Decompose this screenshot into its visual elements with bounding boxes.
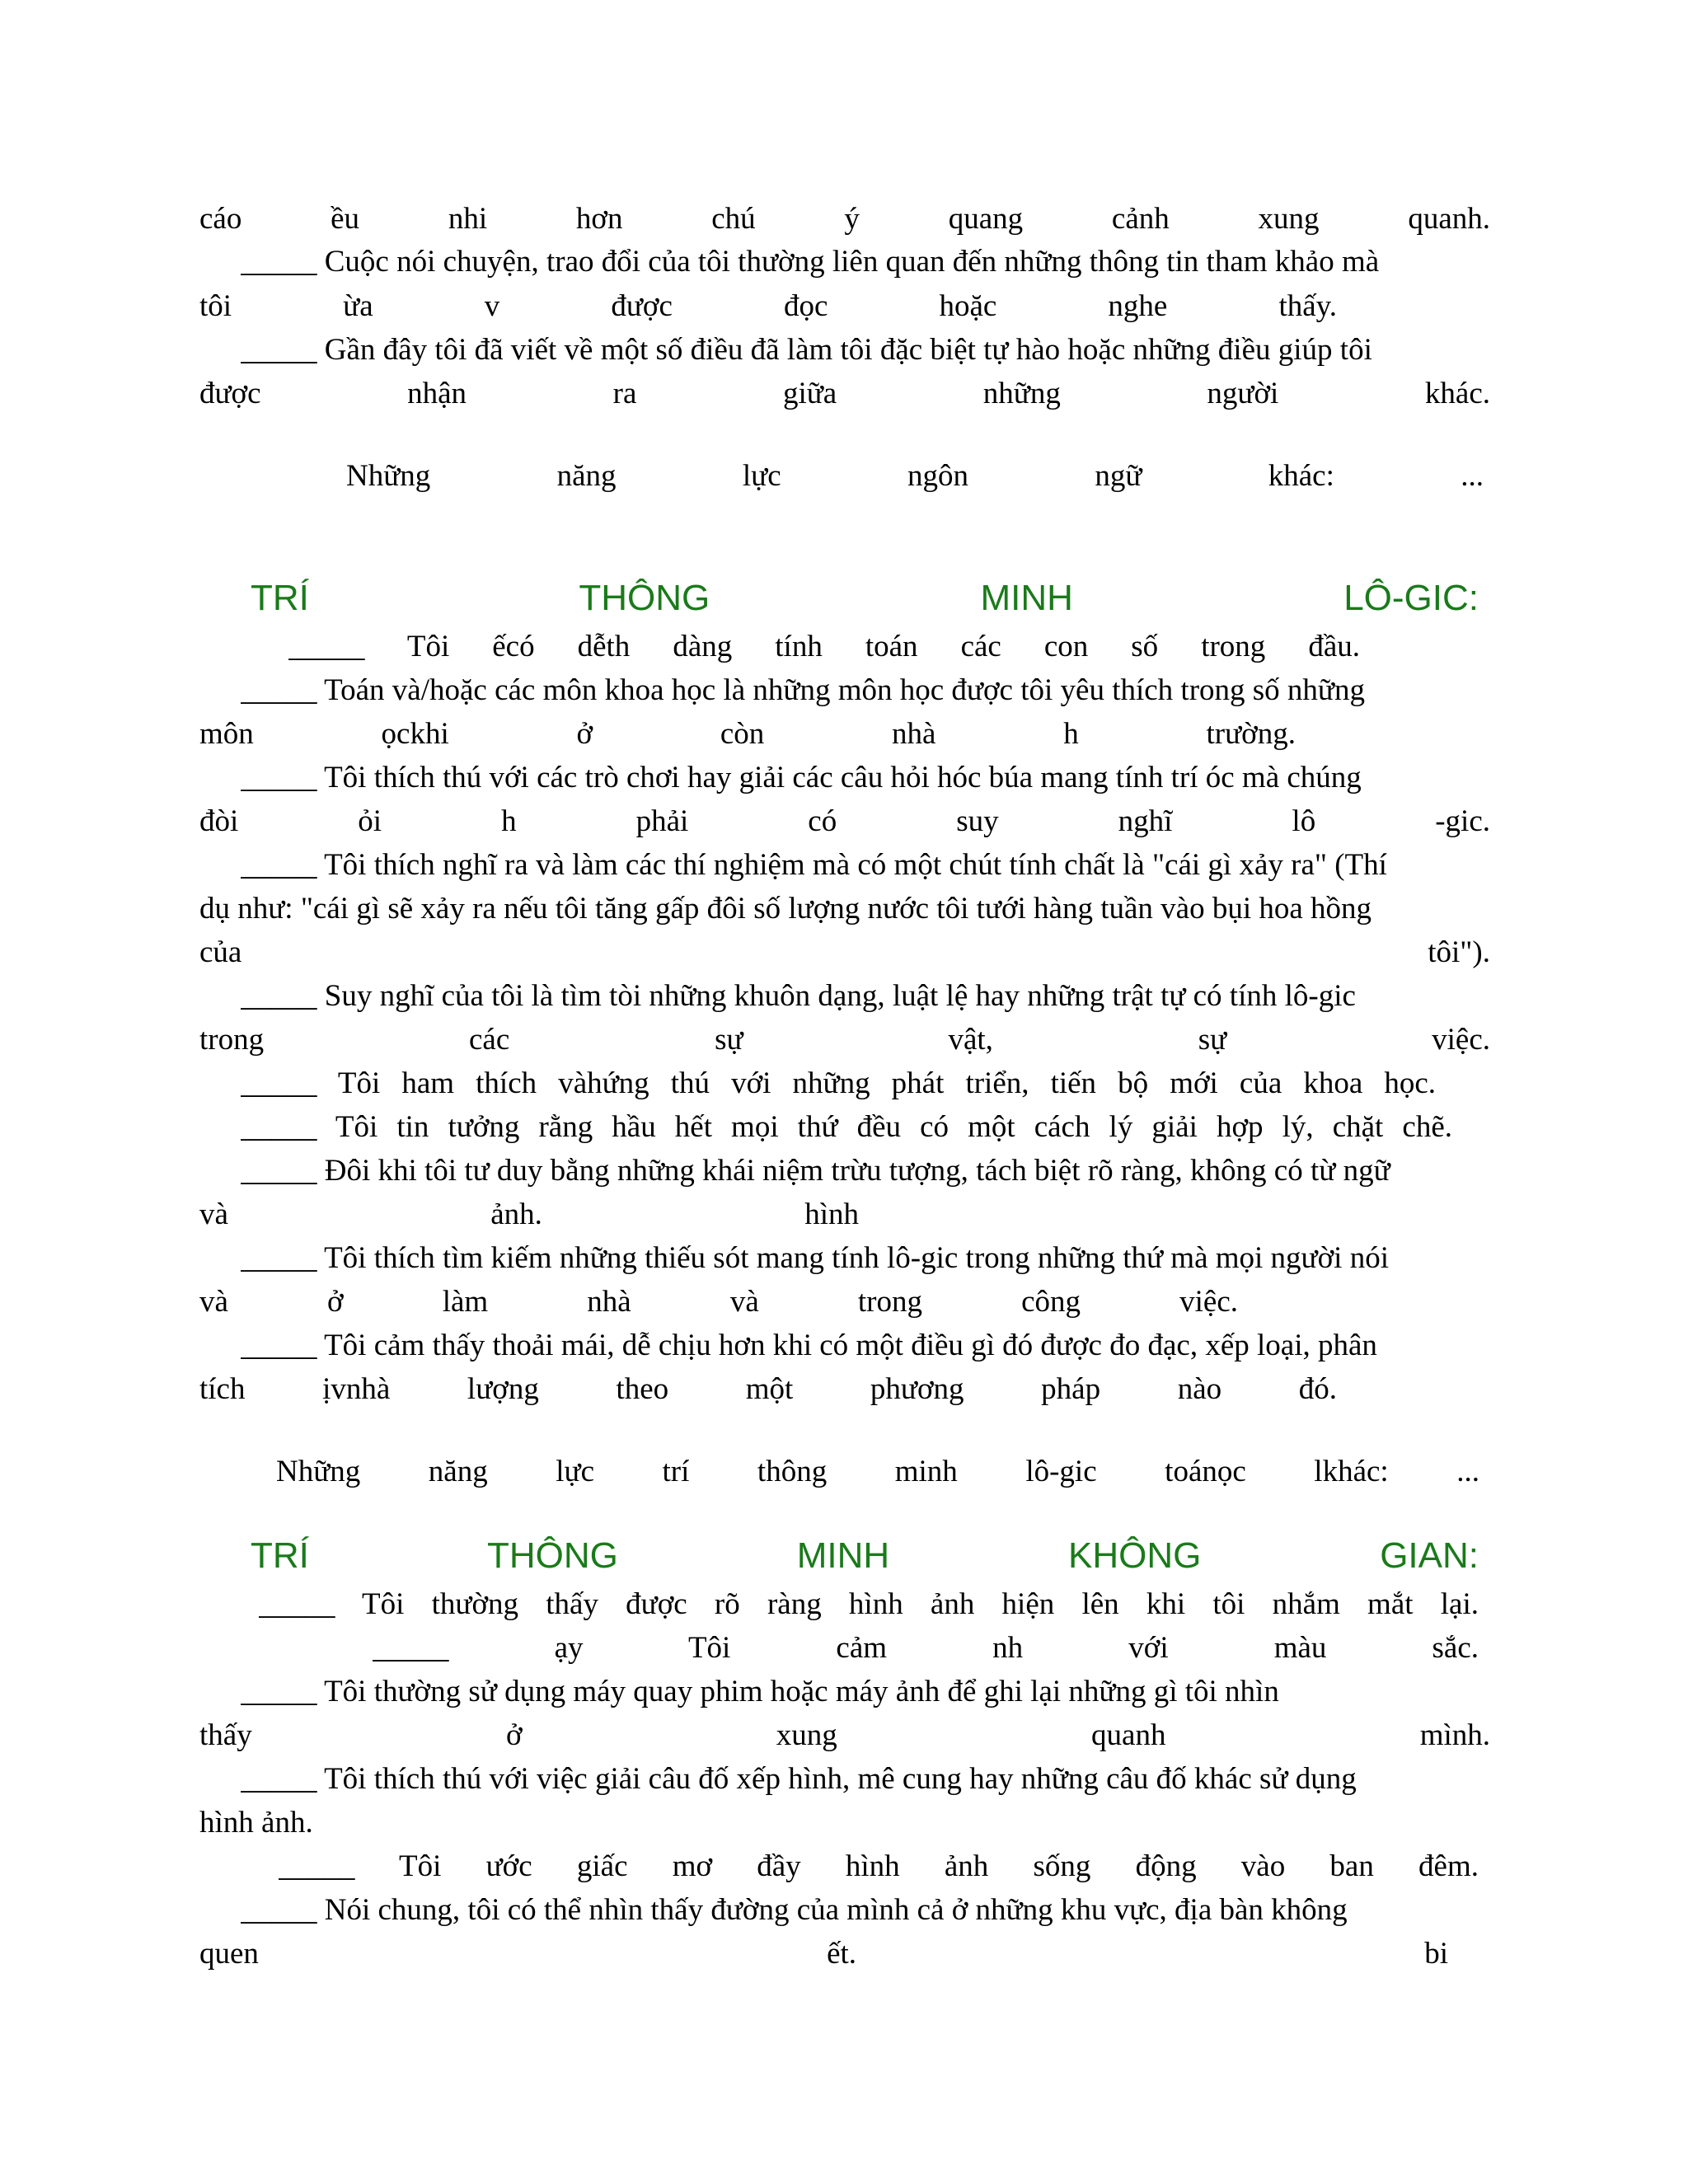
question-line: _____ Tôi thường sử dụng máy quay phim hoặc máy ảnh để ghi lại những gì tôi nhìn	[241, 1675, 1279, 1708]
text-line: tôi ừa v được đọc hoặc nghe thấy.	[199, 289, 1337, 323]
question-line: _____ Tôi ếcó dễth dàng tính toán các con số trong đầu.	[288, 630, 1360, 663]
question-line: _____ ạy Tôi cảm nh với màu sắc.	[373, 1631, 1479, 1665]
text-line: được nhận ra giữa những người khác.	[199, 377, 1490, 410]
text-line: hình ảnh.	[199, 1806, 313, 1840]
question-line: _____ Nói chung, tôi có thể nhìn thấy đường của mình cả ở những khu vực, địa bàn không	[241, 1893, 1348, 1927]
text-line: quen ết. bi	[199, 1937, 1448, 1971]
text-line: tích ịvnhà lượng theo một phương pháp nào đó.	[199, 1372, 1337, 1406]
text-line: đòi ỏi h phải có suy nghĩ lô -gic.	[199, 804, 1490, 838]
text-line: của tôi").	[199, 935, 1490, 969]
question-line: _____ Tôi ước giấc mơ đầy hình ảnh sống động vào ban đêm.	[279, 1849, 1479, 1883]
question-line: _____ Tôi thích thú với các trò chơi hay giải các câu hỏi hóc búa mang tính trí óc mà chúng	[241, 761, 1362, 794]
question-line: _____ Tôi cảm thấy thoải mái, dễ chịu hơn khi có một điều gì đó được đo đạc, xếp loại, phân	[241, 1329, 1377, 1362]
text-line: cáo ều nhi hơn chú ý quang cảnh xung quanh.	[199, 202, 1490, 236]
text-line: và ở làm nhà và trong công việc.	[199, 1285, 1238, 1319]
question-line: _____ Tôi thích thú với việc giải câu đố xếp hình, mê cung hay những câu đố khác sử dụng	[241, 1762, 1357, 1796]
question-line: _____ Tôi thích nghĩ ra và làm các thí nghiệm mà có một chút tính chất là "cái gì xảy ra" (Thí	[241, 848, 1387, 882]
text-line: trong các sự vật, sự việc.	[199, 1023, 1490, 1057]
question-line: _____ Suy nghĩ của tôi là tìm tòi những khuôn dạng, luật lệ hay những trật tự có tính lô-gic	[241, 979, 1356, 1013]
text-line: thấy ở xung quanh mình.	[199, 1718, 1490, 1752]
text-line: và ảnh. hình	[199, 1197, 859, 1231]
question-line: _____ Đôi khi tôi tư duy bằng những khái niệm trừu tượng, tách biệt rõ ràng, không có từ ngữ	[241, 1154, 1390, 1188]
question-line: _____ Cuộc nói chuyện, trao đổi của tôi thường liên quan đến những thông tin tham khảo mà	[241, 245, 1380, 279]
question-line: _____ Gần đây tôi đã viết về một số điều đã làm tôi đặc biệt tự hào hoặc những điều giúp tôi	[241, 333, 1372, 367]
other-abilities-line: Những năng lực ngôn ngữ khác: ...	[346, 459, 1484, 493]
question-line: _____ Toán và/hoặc các môn khoa học là những môn học được tôi yêu thích trong số những	[241, 673, 1365, 707]
question-line: _____ Tôi tin tưởng rằng hầu hết mọi thứ đều có một cách lý giải hợp lý, chặt chẽ.	[241, 1110, 1452, 1144]
question-line: _____ Tôi thích tìm kiếm những thiếu sót mang tính lô-gic trong những thứ mà mọi người nói	[241, 1241, 1389, 1275]
question-line: _____ Tôi thường thấy được rõ ràng hình ảnh hiện lên khi tôi nhắm mắt lại.	[259, 1587, 1479, 1621]
text-line: dụ như: "cái gì sẽ xảy ra nếu tôi tăng gấp đôi số lượng nước tôi tưới hàng tuần vào bụi hoa hồng	[199, 892, 1372, 926]
section-heading-logic: TRÍ THÔNG MINH LÔ-GIC:	[251, 578, 1479, 618]
question-line: _____ Tôi ham thích vàhứng thú với những phát triển, tiến bộ mới của khoa học.	[241, 1066, 1436, 1100]
section-heading-spatial: TRÍ THÔNG MINH KHÔNG GIAN:	[251, 1535, 1479, 1576]
other-abilities-line: Những năng lực trí thông minh lô-gic toánọc lkhác: ...	[276, 1455, 1479, 1488]
text-line: môn ọckhi ở còn nhà h trường.	[199, 717, 1296, 751]
